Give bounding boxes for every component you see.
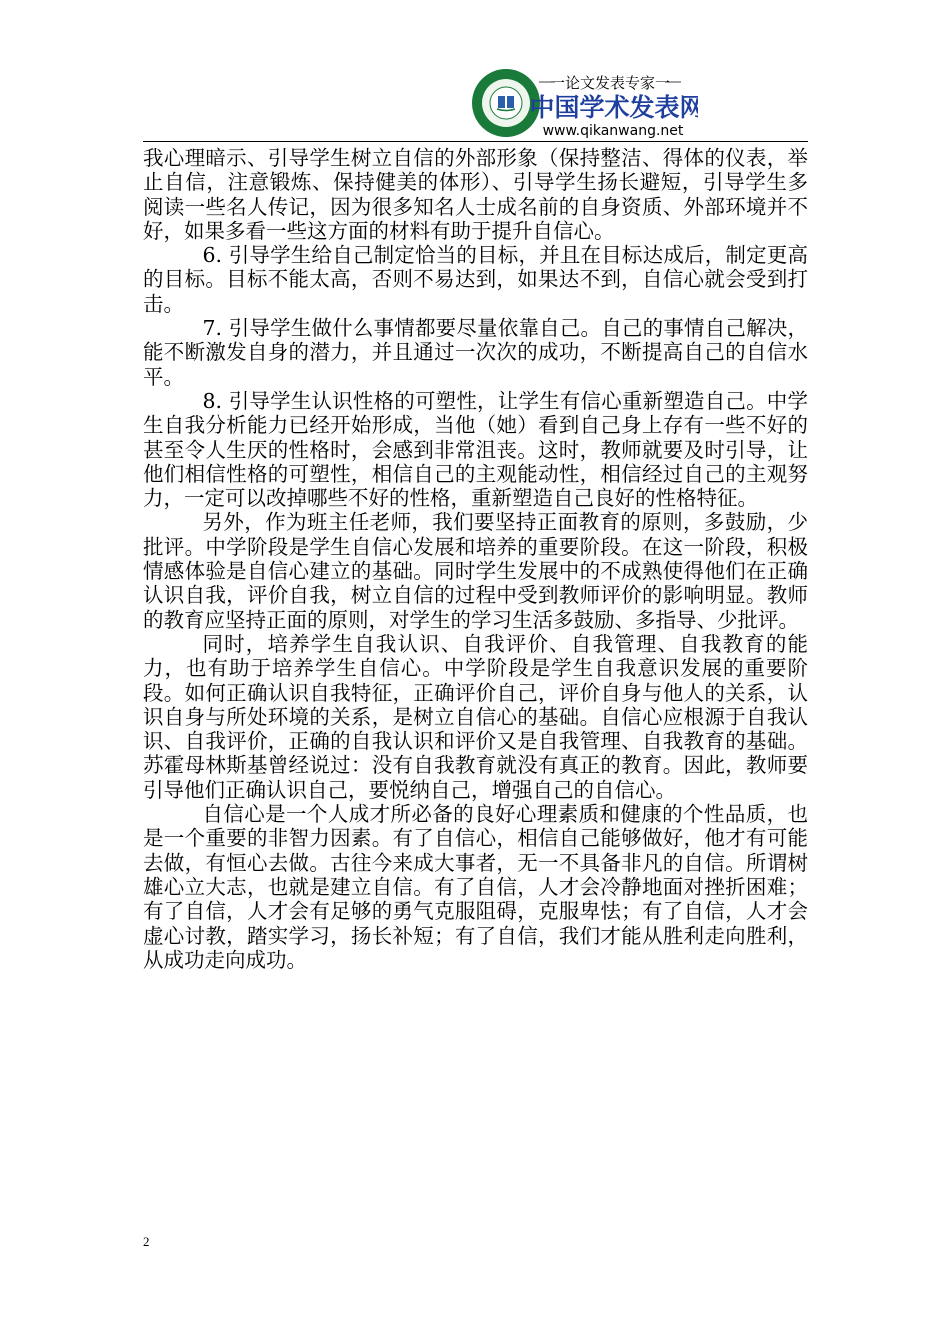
logo-graphic	[469, 68, 698, 139]
body-paragraph: 自信心是一个人成才所必备的良好心理素质和健康的个性品质，也是一个重要的非智力因素。有了自信心，相信自己能够做好，他才有可能去做，有恒心去做。古往今来成大事者，无一不具备非凡的自信。所谓树雄心立大志，也就是建立自信。有了自信，人才会冷静地面对挫折困难；有了自信，人才会有足够的勇气克服阻碍，克服卑怯；有了自信，人才会虚心讨教，踏实学习，扬长补短；有了自信，我们才能从胜利走向胜利，从成功走向成功。	[143, 802, 808, 972]
logo-tagline: 一论文发表专家一	[549, 74, 671, 92]
logo-url: www.qikanwang.net	[542, 123, 684, 139]
logo-name: 中国学术发表网	[529, 93, 698, 122]
page-number: 2	[143, 1234, 150, 1249]
body-paragraph: 8. 引导学生认识性格的可塑性，让学生有信心重新塑造自己。中学生自我分析能力已经开始形成，当他（她）看到自己身上存有一些不好的甚至令人生厌的性格时，会感到非常沮丧。这时，教师就要及时引导，让他们相信性格的可塑性，相信自己的主观能动性，相信经过自己的主观努力，一定可以改掉哪些不好的性格，重新塑造自己良好的性格特征。	[143, 388, 808, 511]
body-paragraph: 同时，培养学生自我认识、自我评价、自我管理、自我教育的能力，也有助于培养学生自信心。中学阶段是学生自我意识发展的重要阶段。如何正确认识自我特征，正确评价自己，评价自身与他人的关系，认识自身与所处环境的关系，是树立自信心的基础。自信心应根源于自我认识、自我评价，正确的自我认识和评价又是自我管理、自我教育的基础。苏霍母林斯基曾经说过：没有自我教育就没有真正的教育。因此，教师要引导他们正确认识自己，要悦纳自己，增强自己的自信心。	[143, 631, 808, 802]
document-body	[143, 146, 808, 972]
body-paragraph: 7. 引导学生做什么事情都要尽量依靠自己。自己的事情自己解决，能不断激发自身的潜力，并且通过一次次的成功，不断提高自己的自信水平。	[143, 316, 808, 389]
body-paragraph: 另外，作为班主任老师，我们要坚持正面教育的原则，多鼓励，少批评。中学阶段是学生自信心发展和培养的重要阶段。在这一阶段，积极情感体验是自信心建立的基础。同时学生发展中的不成熟使得他们在正确认识自我，评价自我，树立自信的过程中受到教师评价的影响明显。教师的教育应坚持正面的原则，对学生的学习生活多鼓励、多指导、少批评。	[143, 510, 808, 632]
header-rule	[143, 141, 808, 142]
body-paragraph: 6. 引导学生给自己制定恰当的目标，并且在目标达成后，制定更高的目标。目标不能太高，否则不易达到，如果达不到，自信心就会受到打击。	[143, 243, 808, 316]
body-paragraph: 我心理暗示、引导学生树立自信的外部形象（保持整洁、得体的仪表，举止自信，注意锻炼、保持健美的体形）、引导学生扬长避短，引导学生多阅读一些名人传记，因为很多知名人士成名前的自身资质、外部环境并不好，如果多看一些这方面的材料有助于提升自信心。	[143, 146, 808, 243]
header-logo	[469, 68, 698, 139]
